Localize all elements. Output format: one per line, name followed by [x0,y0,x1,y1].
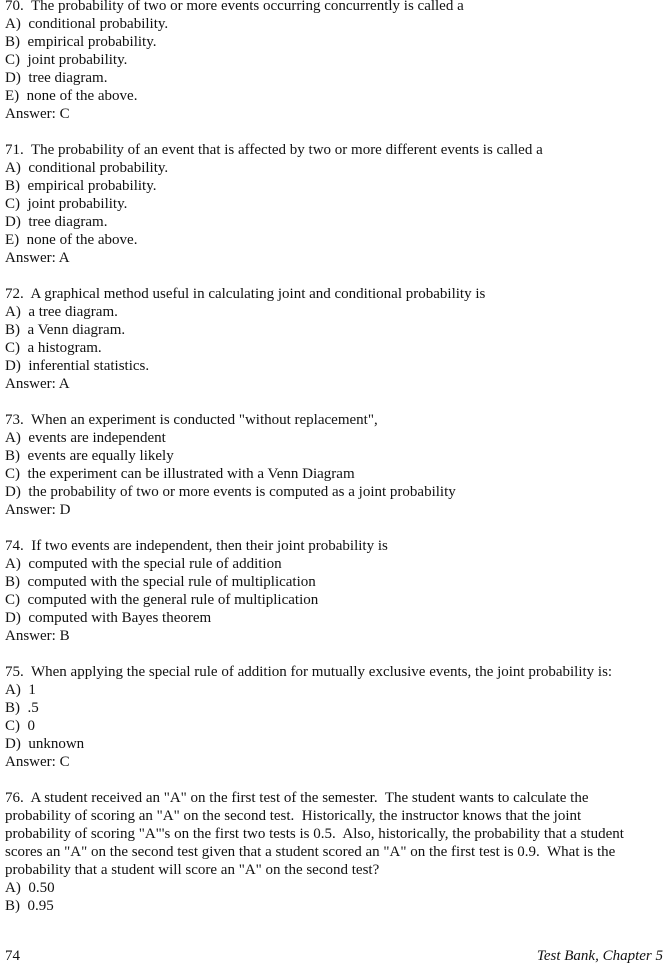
answer-key: Answer: D [5,502,71,518]
question-76 [5,789,665,915]
question-text: probability of scoring "A"'s on the first two tests is 0.5. Also, historically, the probability that a student [5,826,624,842]
answer-option: C) the experiment can be illustrated with a Venn Diagram [5,466,355,482]
answer-option: A) 1 [5,682,36,698]
answer-option: D) tree diagram. [5,214,108,230]
question-text-line [5,537,665,555]
answer-option: C) joint probability. [5,196,128,212]
answer-option: D) tree diagram. [5,70,108,86]
question-text: When an experiment is conducted "without replacement", [30,412,378,428]
answer-key: Answer: A [5,376,70,392]
page-number: 74 [5,948,20,964]
answer-option: C) computed with the general rule of multiplication [5,592,319,608]
question-number: 71. [5,142,24,158]
answer-key: Answer: B [5,628,70,644]
question-74 [5,537,665,645]
question-text: A student received an "A" on the first test of the semester. The student wants to calculate the [30,790,589,806]
answer-option: D) inferential statistics. [5,358,150,374]
question-75 [5,663,665,771]
question-number: 70. [5,0,24,14]
question-text-line [5,0,665,15]
answer-option: A) 0.50 [5,880,55,896]
question-list [5,0,665,933]
answer-key: Answer: A [5,250,70,266]
footer-title: Test Bank, Chapter 5 [536,948,663,964]
question-text-line [5,807,665,825]
answer-option: C) 0 [5,718,35,734]
question-text: The probability of two or more events occurring concurrently is called a [30,0,464,14]
answer-option: A) conditional probability. [5,16,169,32]
answer-option: B) events are equally likely [5,448,174,464]
answer-option: C) joint probability. [5,52,128,68]
question-text-line [5,861,665,879]
answer-key: Answer: C [5,106,70,122]
answer-key: Answer: C [5,754,70,770]
question-number: 74. [5,538,24,554]
question-text: probability that a student will score an "A" on the second test? [5,862,380,878]
answer-option: D) computed with Bayes theorem [5,610,212,626]
question-text: probability of scoring an "A" on the second test. Historically, the instructor knows that the joint [5,808,582,824]
question-71 [5,141,665,267]
question-text: scores an "A" on the second test given that a student scored an "A" on the first test is 0.9. What is the [5,844,616,860]
answer-option: C) a histogram. [5,340,102,356]
question-text-line [5,789,665,807]
question-text-line [5,141,665,159]
question-text: When applying the special rule of addition for mutually exclusive events, the joint probability is: [30,664,613,680]
answer-option: A) a tree diagram. [5,304,118,320]
answer-option: D) unknown [5,736,85,752]
answer-option: E) none of the above. [5,88,138,104]
question-text-line [5,825,665,843]
question-text: A graphical method useful in calculating joint and conditional probability is [30,286,486,302]
answer-option: A) conditional probability. [5,160,169,176]
answer-option: B) a Venn diagram. [5,322,126,338]
answer-option: B) empirical probability. [5,34,157,50]
answer-option: A) computed with the special rule of addition [5,556,282,572]
question-text: The probability of an event that is affected by two or more different events is called a [30,142,543,158]
answer-option: B) empirical probability. [5,178,157,194]
question-text-line [5,285,665,303]
question-text-line [5,411,665,429]
answer-option: D) the probability of two or more events is computed as a joint probability [5,484,456,500]
question-text-line [5,843,665,861]
question-number: 75. [5,664,24,680]
answer-option: A) events are independent [5,430,166,446]
question-number: 73. [5,412,24,428]
question-number: 76. [5,790,24,806]
question-73 [5,411,665,519]
answer-option: B) computed with the special rule of multiplication [5,574,316,590]
question-72 [5,285,665,393]
question-70 [5,0,665,123]
answer-option: E) none of the above. [5,232,138,248]
question-number: 72. [5,286,24,302]
question-text: If two events are independent, then their joint probability is [31,538,388,554]
question-text-line [5,663,665,681]
answer-option: B) 0.95 [5,898,54,914]
answer-option: B) .5 [5,700,39,716]
